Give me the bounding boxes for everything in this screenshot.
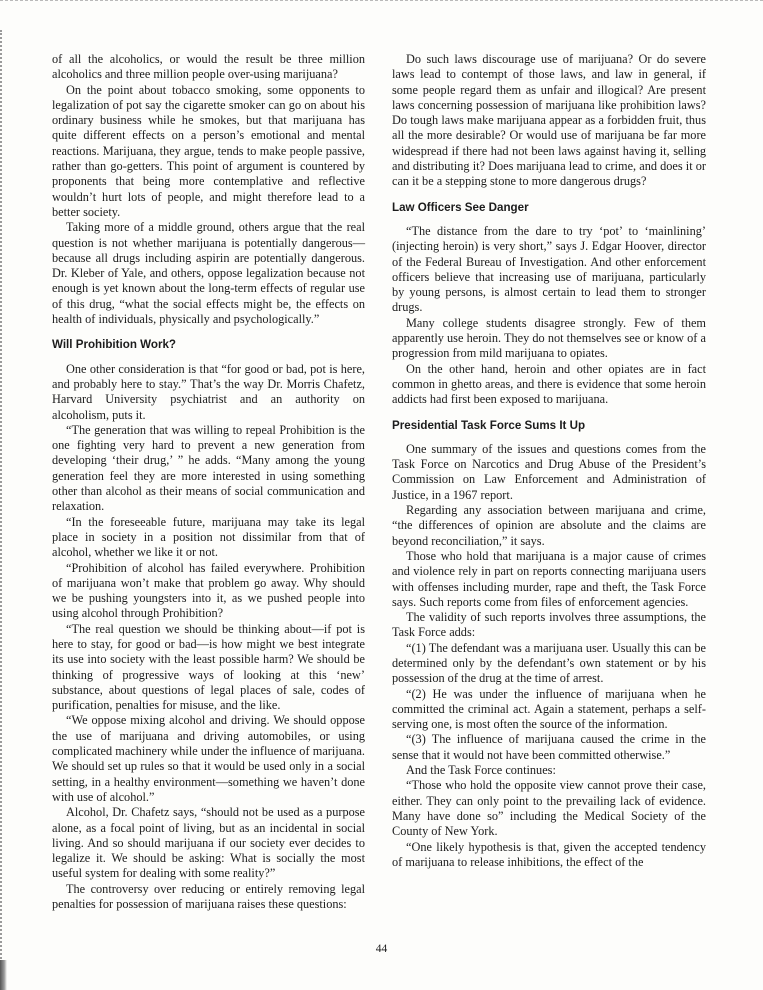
paragraph: “Prohibition of alcohol has failed everywhere. Prohibition of marijuana won’t make that problem go away. Why should we be pushing youngsters into it, as we pushed people into using alcohol through Prohibition? bbox=[52, 560, 365, 621]
paragraph: “(3) The influence of marijuana caused the crime in the sense that it would not have been committed otherwise.” bbox=[392, 732, 706, 762]
paragraph: “One likely hypothesis is that, given the accepted tendency of marijuana to release inhibitions, the effect of the bbox=[392, 839, 706, 869]
paragraph: Alcohol, Dr. Chafetz says, “should not be used as a purpose alone, as a focal point of living, but as an incidental in social living. And so should marijuana if our society ever decides to legalize it. We should be asking: What is socially the most useful system for dealing with some reality?” bbox=[52, 805, 365, 881]
paragraph: “(2) He was under the influence of marijuana when he committed the criminal act. Again a statement, perhaps a self-serving one, is most often the source of the information. bbox=[392, 686, 706, 732]
paragraph: And the Task Force continues: bbox=[406, 763, 556, 778]
paragraph: Regarding any association between marijuana and crime, “the differences of opinion are absolute and the claims are beyond reconciliation,” it says. bbox=[392, 503, 706, 548]
paragraph: of all the alcoholics, or would the result be three million alcoholics and three million people over-using marijuana? bbox=[52, 52, 365, 82]
paragraph: Taking more of a middle ground, others argue that the real question is not whether marijuana is potentially dangerous—because all drugs including aspirin are potentially dangerous. Dr. Kleber of Yale, and others, oppose legalization because not enough is yet known about the long-term effects of regular use of this drug, “what the social effects might be, the effects on health of individuals, physically and psychologically.” bbox=[52, 220, 365, 327]
page-number: 44 bbox=[375, 943, 388, 955]
paragraph: “The real question we should be thinking about—if pot is here to stay, for good or bad—is how might we best integrate its use into society with the least possible harm? We should be thinking of progressive ways of looking at this ‘new’ substance, about questions of legal places of sale, codes of purification, penalties for misuse, and the like. bbox=[52, 621, 365, 713]
paragraph: Those who hold that marijuana is a major cause of crimes and violence rely in part on reports connecting marijuana users with offenses including murder, rape and theft, the Task Force says. Such reports come from files of enforcement agencies. bbox=[392, 548, 706, 609]
paragraph: On the other hand, heroin and other opiates are in fact common in ghetto areas, and there is evidence that some heroin addicts had first been exposed to marijuana. bbox=[392, 361, 706, 407]
paragraph: “Those who hold the opposite view cannot prove their case, either. They can only point to the prevailing lack of evidence. Many have done so” including the Medical Society of the County of New York. bbox=[392, 778, 706, 839]
paragraph: “In the foreseeable future, marijuana may take its legal place in society in a position not dissimilar from that of alcohol, whether we like it or not. bbox=[52, 514, 365, 560]
paragraph: “We oppose mixing alcohol and driving. We should oppose the use of marijuana and driving automobiles, or using complicated machinery while under the influence of marijuana. We should set up rules so that it would be used only in a social setting, in a healthy environment—something we haven’t done with use of alcohol.” bbox=[52, 713, 365, 804]
paragraph: “The distance from the dare to try ‘pot’ to ‘mainlining’ (injecting heroin) is very short,” says J. Edgar Hoover, director of the Federal Bureau of Investigation. And other enforcement officers believe that increasing use of marijuana, particularly by young persons, is almost certain to lead them to stronger drugs. bbox=[392, 223, 706, 315]
paragraph: Many college students disagree strongly. Few of them apparently use heroin. They do not themselves see or know of a progression from mild marijuana to opiates. bbox=[392, 315, 706, 361]
right-column bbox=[392, 52, 706, 870]
paragraph: One other consideration is that “for good or bad, pot is here, and probably here to stay.” That’s the way Dr. Morris Chafetz, Harvard University psychiatrist and an authority on alcoholism, puts it. bbox=[52, 361, 365, 422]
scan-edge-top bbox=[0, 0, 763, 5]
scan-shadow-corner bbox=[0, 960, 7, 990]
left-column bbox=[52, 52, 365, 912]
section-heading: Presidential Task Force Sums It Up bbox=[392, 418, 586, 432]
paragraph: “The generation that was willing to repeal Prohibition is the one fighting very hard to prevent a new generation from developing ‘their drug,’ ” he adds. “Many among the young generation feel they are more interested in using something other than alcohol as their means of social communication and relaxation. bbox=[52, 422, 365, 514]
paragraph: The validity of such reports involves three assumptions, the Task Force adds: bbox=[392, 610, 706, 640]
section-heading: Will Prohibition Work? bbox=[52, 338, 176, 352]
section-heading: Law Officers See Danger bbox=[392, 200, 529, 214]
paragraph: Do such laws discourage use of marijuana? Or do severe laws lead to contempt of those laws, and law in general, if some people regard them as unfair and illogical? Are present laws concerning possession of marijuana like prohibition laws? Do tough laws make marijuana appear as a forbidden fruit, thus all the more desirable? Or would use of marijuana be far more widespread if there had not been laws against having it, selling and distributing it? Does marijuana lead to crime, and does it or can it be a stepping stone to more dangerous drugs? bbox=[392, 52, 706, 189]
paragraph: The controversy over reducing or entirely removing legal penalties for possession of marijuana raises these questions: bbox=[52, 881, 365, 912]
scan-edge-left bbox=[0, 30, 5, 990]
paragraph: On the point about tobacco smoking, some opponents to legalization of pot say the cigarette smoker can go on about his ordinary business while he smokes, but that marijuana has quite different effects on a person’s emotional and mental reactions. Marijuana, they argue, tends to make people passive, rather than go-getters. This point of argument is countered by proponents that being more contemplative and reflective wouldn’t hurt lots of people, and might therefore lead to a better society. bbox=[52, 82, 365, 219]
paragraph: “(1) The defendant was a marijuana user. Usually this can be determined only by the defendant’s own statement or by his possession of the drug at the time of arrest. bbox=[392, 640, 706, 686]
paragraph: One summary of the issues and questions comes from the Task Force on Narcotics and Drug Abuse of the President’s Commission on Law Enforcement and Administration of Justice, in a 1967 report. bbox=[392, 441, 706, 502]
